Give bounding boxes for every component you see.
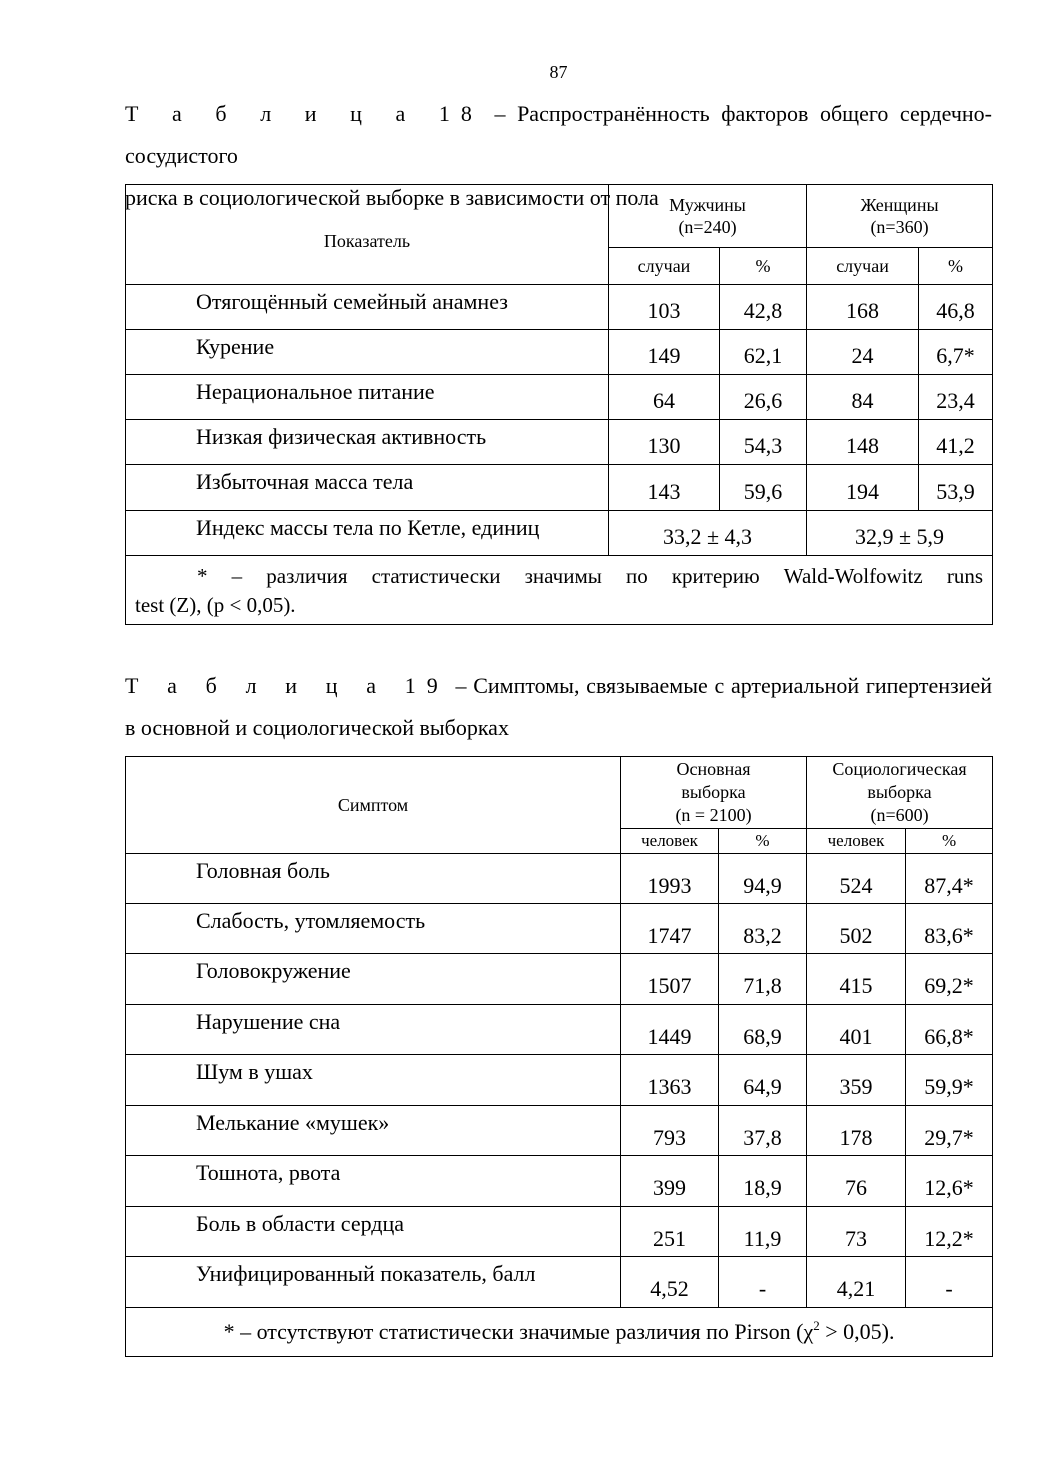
cell-value: 64 [609,375,720,420]
cell-value: 54,3 [720,420,807,465]
women-percent-header: % [919,248,993,285]
cell-value: 26,6 [720,375,807,420]
table19-header-main [621,757,807,829]
row-label: Шум в ушах [126,1055,621,1106]
cell-value: 194 [807,465,919,511]
cell-value: 4,21 [807,1257,906,1308]
cell-value: 62,1 [720,330,807,375]
cell-value: 76 [807,1156,906,1207]
footnote-text-end: > 0,05). [819,1319,895,1344]
table-row [126,954,993,1005]
cell-value: 37,8 [719,1106,807,1156]
bmi-label: Индекс массы тела по Кетле, единиц [126,511,609,556]
table-row [126,1005,993,1055]
row-label: Низкая физическая активность [126,420,609,465]
cell-value: 130 [609,420,720,465]
cell-value: 12,2* [906,1207,993,1257]
main-label-1: Основная [676,759,751,779]
cell-value: 41,2 [919,420,993,465]
row-label: Боль в области сердца [126,1207,621,1257]
cell-value: 1507 [621,954,719,1005]
table18-caption-prefix: Т а б л и ц а 18 [125,101,483,126]
cell-value: 12,6* [906,1156,993,1207]
cell-value: 73 [807,1207,906,1257]
row-label: Головная боль [126,854,621,904]
cell-value: 143 [609,465,720,511]
cell-value: 71,8 [719,954,807,1005]
women-n: (n=360) [870,217,929,237]
cell-value: 793 [621,1106,719,1156]
cell-value: 359 [807,1055,906,1106]
table19-caption [125,665,992,749]
table-row [126,375,993,420]
main-label-2: выборка [681,782,746,802]
row-label: Отягощённый семейный анамнез [126,285,609,330]
table19-caption-line1 [125,665,992,707]
cell-value: 83,2 [719,904,807,954]
cell-value: - [719,1257,807,1308]
cell-value: 524 [807,854,906,904]
cell-value: 69,2* [906,954,993,1005]
soc-label-2: выборка [867,782,932,802]
table18-caption-line2: риска в социологической выборке в зависимости от пола [125,185,659,210]
cell-value: 399 [621,1156,719,1207]
table19-header-symptom: Симптом [126,757,621,854]
cell-value: 251 [621,1207,719,1257]
cell-value: 59,6 [720,465,807,511]
cell-value: 1363 [621,1055,719,1106]
soc-n: (n=600) [870,805,929,825]
bmi-men: 33,2 ± 4,3 [609,511,807,556]
cell-value: - [906,1257,993,1308]
cell-value: 148 [807,420,919,465]
table-row-bmi [126,511,993,556]
row-label: Избыточная масса тела [126,465,609,511]
cell-value: 94,9 [719,854,807,904]
row-label: Курение [126,330,609,375]
main-n: (n = 2100) [675,805,752,825]
table18-footnote [126,556,993,625]
table-row [126,1257,993,1308]
cell-value: 401 [807,1005,906,1055]
cell-value: 24 [807,330,919,375]
cell-value: 59,9* [906,1055,993,1106]
table18-caption-line1 [125,93,992,177]
row-label: Головокружение [126,954,621,1005]
table-row [126,420,993,465]
cell-value: 42,8 [720,285,807,330]
cell-value: 11,9 [719,1207,807,1257]
main-percent-header: % [719,829,807,854]
cell-value: 87,4* [906,854,993,904]
row-label: Нарушение сна [126,1005,621,1055]
cell-value: 68,9 [719,1005,807,1055]
table18 [125,184,993,625]
table-row [126,1207,993,1257]
row-label: Унифицированный показатель, балл [126,1257,621,1308]
cell-value: 103 [609,285,720,330]
men-cases-header: случаи [609,248,720,285]
cell-value: 18,9 [719,1156,807,1207]
footnote-superscript: 2 [813,1318,820,1333]
table-row [126,465,993,511]
table19-caption-line2: в основной и социологической выборках [125,715,509,740]
table18-caption-title: – Распространённость факторов общего сердечно-сосудистого [125,101,992,168]
table-row [126,904,993,954]
table18-header-men [609,185,807,248]
cell-value: 502 [807,904,906,954]
cell-value: 84 [807,375,919,420]
table-row [126,330,993,375]
table19 [125,756,993,1357]
men-label: Мужчины [669,195,746,215]
soc-label-1: Социологическая [832,759,967,779]
cell-value: 168 [807,285,919,330]
cell-value: 149 [609,330,720,375]
table19-caption-title: – Симптомы, связываемые с артериальной гипертензией [448,673,993,698]
table19-caption-prefix: Т а б л и ц а 19 [125,673,449,698]
men-n: (n=240) [678,217,737,237]
footnote-line2: test (Z), (p < 0,05). [135,593,296,617]
footnote-text: * – отсутствуют статистически значимые различия по Pirson (χ [223,1319,814,1344]
cell-value: 1993 [621,854,719,904]
table-row [126,854,993,904]
row-label: Нерациональное питание [126,375,609,420]
row-label: Мелькание «мушек» [126,1106,621,1156]
table-row [126,1055,993,1106]
soc-people-header: человек [807,829,906,854]
cell-value: 53,9 [919,465,993,511]
cell-value: 6,7* [919,330,993,375]
row-label: Слабость, утомляемость [126,904,621,954]
cell-value: 46,8 [919,285,993,330]
cell-value: 64,9 [719,1055,807,1106]
soc-percent-header: % [906,829,993,854]
row-label: Тошнота, рвота [126,1156,621,1207]
cell-value: 4,52 [621,1257,719,1308]
cell-value: 1449 [621,1005,719,1055]
table19-header-sociological [807,757,993,829]
table-row [126,1106,993,1156]
cell-value: 83,6* [906,904,993,954]
cell-value: 178 [807,1106,906,1156]
page-number: 87 [549,62,568,82]
bmi-women: 32,9 ± 5,9 [807,511,993,556]
women-label: Женщины [860,195,939,215]
men-percent-header: % [720,248,807,285]
women-cases-header: случаи [807,248,919,285]
table-row [126,285,993,330]
footnote-line1: * – различия статистически значимы по критерию Wald-Wolfowitz runs [197,564,984,588]
table18-header-indicator: Показатель [126,185,609,285]
cell-value: 23,4 [919,375,993,420]
table18-header-women [807,185,993,248]
cell-value: 1747 [621,904,719,954]
cell-value: 29,7* [906,1106,993,1156]
cell-value: 415 [807,954,906,1005]
cell-value: 66,8* [906,1005,993,1055]
main-people-header: человек [621,829,719,854]
table19-footnote [126,1308,993,1357]
table-row [126,1156,993,1207]
